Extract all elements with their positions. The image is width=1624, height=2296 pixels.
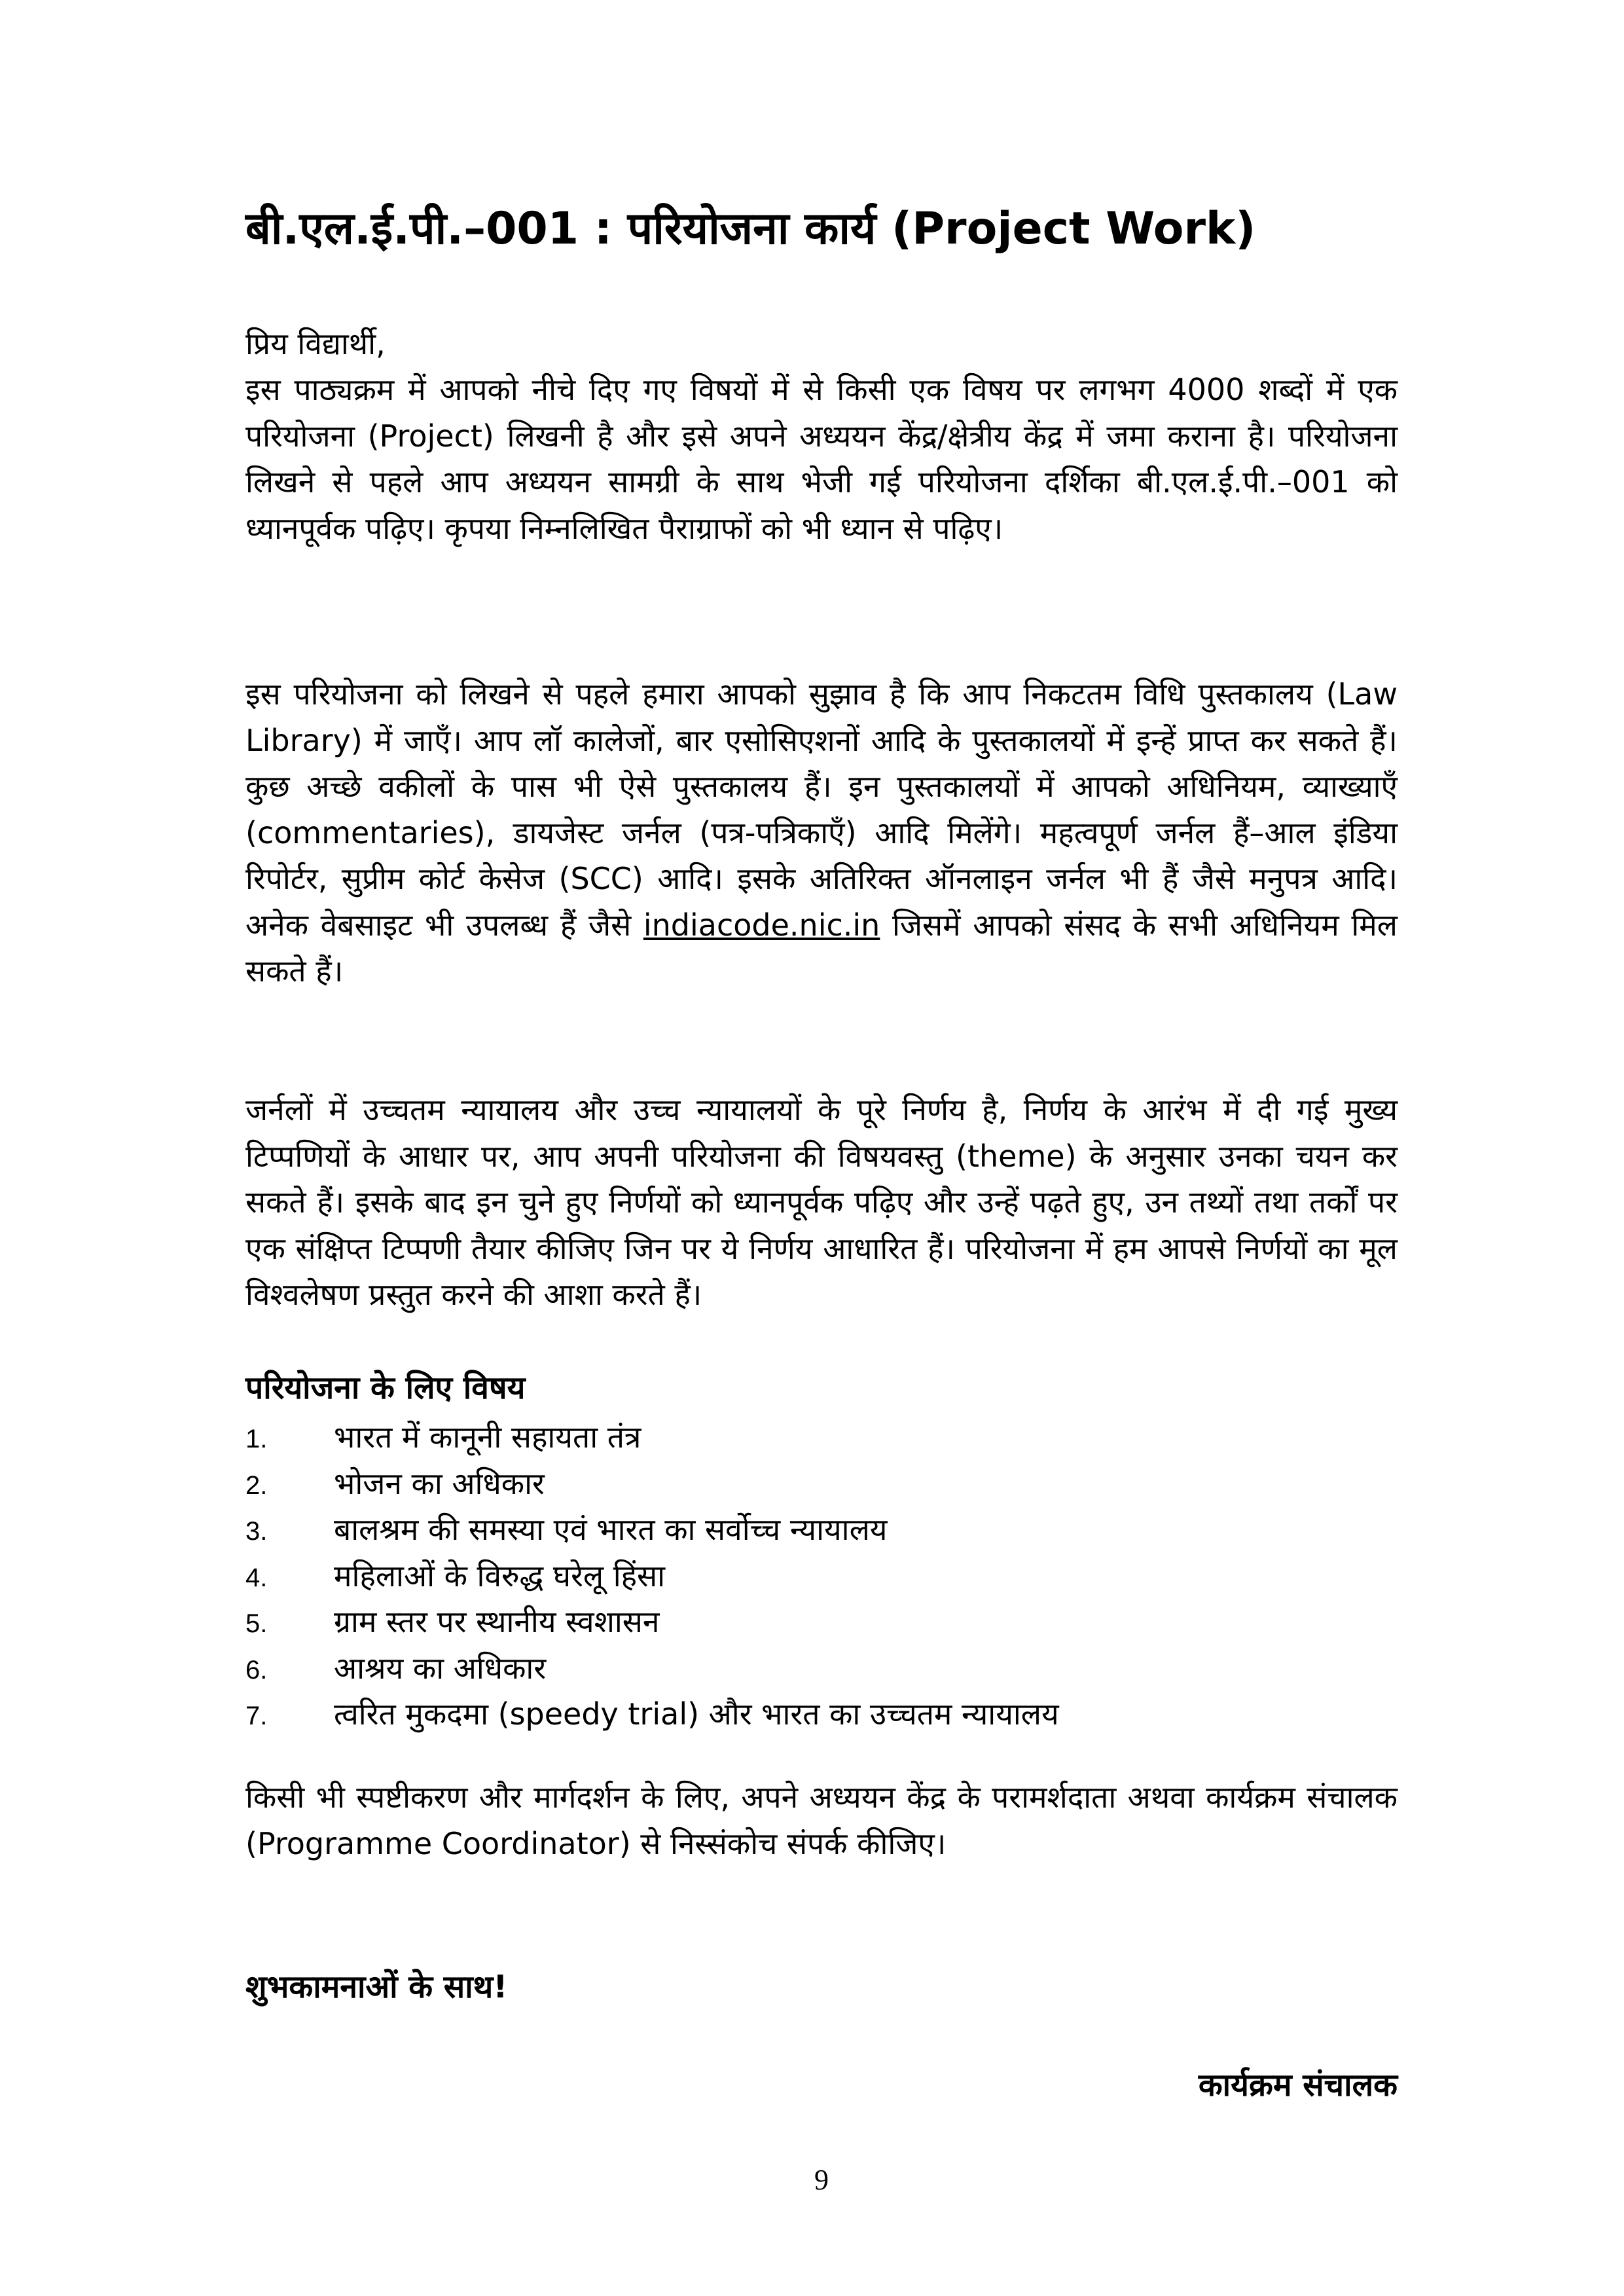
list-item-text: आश्रय का अधिकार [334,1650,547,1686]
page-number: 9 [814,2164,829,2196]
salutation: प्रिय विद्यार्थी, [245,326,386,361]
list-item [245,1645,1398,1692]
list-item [245,1414,1398,1461]
intro-paragraph: इस पाठ्यक्रम में आपको नीचे दिए गए विषयों में से किसी एक विषय पर लगभग 4000 शब्दों में एक परियोजना (Project) लिखनी है और इसे अपने अध्ययन केंद्र/क्षेत्रीय केंद्र में जमा कराना है। परियोजना लिखने से पहले आप अध्ययन सामग्री के साथ भेजी गई परियोजना दर्शिका बी.एल.ई.पी.–001 को ध्यानपूर्वक पढ़िए। कृपया निम्नलिखित पैराग्राफों को भी ध्यान से पढ़िए। [245,372,1398,546]
list-item [245,1599,1398,1645]
list-item-number: 1. [245,1425,268,1453]
list-item [245,1461,1398,1507]
list-item-text: भारत में कानूनी सहायता तंत्र [334,1419,641,1455]
closing-greeting: शुभकामनाओं के साथ! [245,1969,508,2005]
list-item [245,1691,1398,1738]
list-item-text: भोजन का अधिकार [334,1465,545,1501]
contact-paragraph: किसी भी स्पष्टीकरण और मार्गदर्शन के लिए, अपने अध्ययन केंद्र के परामर्शदाता अथवा कार्यक्रम संचालक (Programme Coordinator) से निस्संकोच संपर्क कीजिए। [245,1779,1398,1861]
list-item-number: 6. [245,1655,268,1685]
list-item-number: 7. [245,1702,268,1730]
list-item [245,1506,1398,1553]
library-paragraph [245,671,1398,994]
library-paragraph-text: इस परियोजना को लिखने से पहले हमारा आपको सुझाव है कि आप निकटतम विधि पुस्तकालय (Law Library) में जाएँ। आप लॉ कालेजों, बार एसोसिएशनों आदि के पुस्तकालयों में इन्हें प्राप्त कर सकते हैं। कुछ अच्छे वकीलों के पास भी ऐसे पुस्तकालय हैं। इन पुस्तकालयों में आपको अधिनियम, व्याख्याएँ (commentaries), डायजेस्ट जर्नल (पत्र-पत्रिकाएँ) आदि मिलेंगे। महत्वपूर्ण जर्नल हैं–आल इंडिया रिपोर्टर, सुप्रीम कोर्ट केसेज (SCC) आदि। इसके अतिरिक्त ऑनलाइन जर्नल भी हैं जैसे मनुपत्र आदि। अनेक वेबसाइट भी उपलब्ध हैं जैसे [245,676,1398,943]
signature: कार्यक्रम संचालक [1198,2067,1398,2104]
page-title: बी.एल.ई.पी.–001 : परियोजना कार्य (Project Work) [245,203,1256,255]
document-page [245,0,1398,2296]
indiacode-link[interactable]: indiacode.nic.in [643,907,880,943]
list-item-text: बालश्रम की समस्या एवं भारत का सर्वोच्च न्यायालय [334,1512,888,1547]
topics-heading: परियोजना के लिए विषय [245,1370,526,1406]
judgments-paragraph: जर्नलों में उच्चतम न्यायालय और उच्च न्यायालयों के पूरे निर्णय है, निर्णय के आरंभ में दी गई मुख्य टिप्पणियों के आधार पर, आप अपनी परियोजना की विषयवस्तु (theme) के अनुसार उनका चयन कर सकते हैं। इसके बाद इन चुने हुए निर्णयों को ध्यानपूर्वक पढ़िए और उन्हें पढ़ते हुए, उन तथ्यों तथा तर्कों पर एक संक्षिप्त टिप्पणी तैयार कीजिए जिन पर ये निर्णय आधारित हैं। परियोजना में हम आपसे निर्णयों का मूल विश्वलेषण प्रस्तुत करने की आशा करते हैं। [245,1092,1398,1312]
library-paragraph-text-end: जिसमें आपको संसद के सभी अधिनियम मिल सकते हैं। [245,907,1398,989]
list-item-text: महिलाओं के विरुद्ध घरेलू हिंसा [334,1558,666,1594]
list-item-number: 4. [245,1563,268,1592]
list-item-number: 5. [245,1609,268,1638]
list-item-text: ग्राम स्तर पर स्थानीय स्वशासन [334,1604,660,1639]
list-item [245,1553,1398,1599]
list-item-number: 3. [245,1517,268,1546]
topics-list [245,1414,1398,1738]
list-item-number: 2. [245,1470,268,1500]
list-item-text: त्वरित मुकदमा (speedy trial) और भारत का उच्चतम न्यायालय [334,1696,1059,1732]
